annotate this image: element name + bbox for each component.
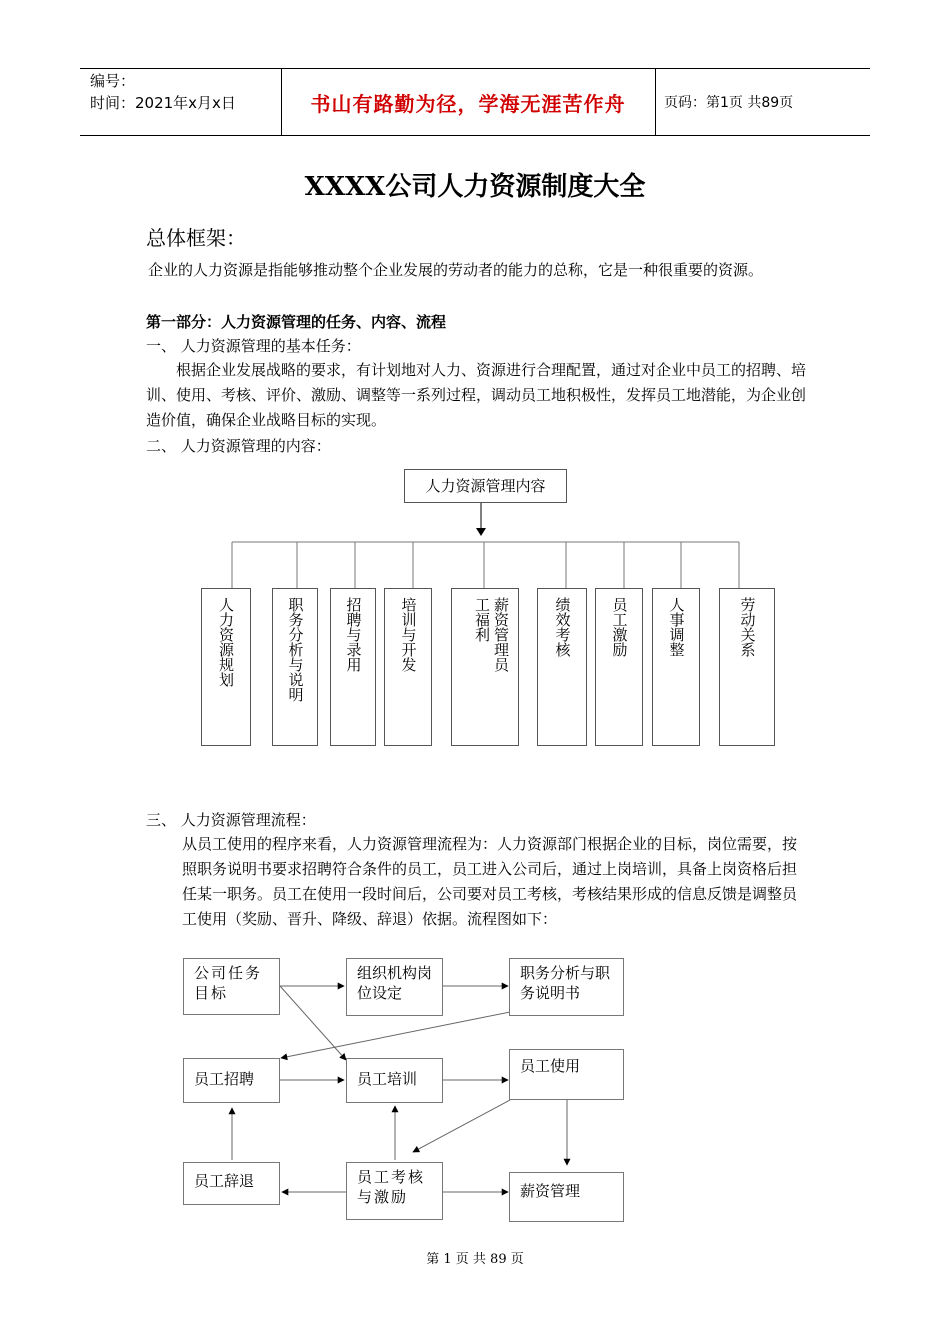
- page-footer: 第 1 页 共 89 页: [426, 1252, 524, 1267]
- item1-heading: 一、 人力资源管理的基本任务：: [146, 337, 361, 355]
- content-box-recruitment-label: 招聘与录用: [344, 597, 363, 672]
- flow-box-salary: 薪资管理: [509, 1172, 624, 1222]
- content-box-job-analysis-label: 职务分析与说明: [286, 597, 305, 702]
- section-heading: 总体框架：: [146, 226, 246, 250]
- item3-heading: 三、 人力资源管理流程：: [146, 811, 316, 829]
- item1-body: 根据企业发展战略的要求，有计划地对人力、资源进行合理配置，通过对企业中员工的招聘、培训、使用、考核、评价、激励、调整等一系列过程，调动员工地积极性，发挥员工地潜能，为企业创造价值，确保企业战略目标的实现。: [146, 361, 807, 429]
- content-root-label: 人力资源管理内容: [425, 477, 546, 495]
- flow-box-org-structure: 组织机构岗位设定: [346, 958, 443, 1016]
- flow-box-recruit: 员工招聘: [183, 1058, 280, 1103]
- content-box-salary-welfare-label: 薪资管理员工福利: [473, 597, 510, 672]
- item3-body: 从员工使用的程序来看，人力资源管理流程为：人力资源部门根据企业的目标，岗位需要，按照职务说明书要求招聘符合条件的员工，员工进入公司后，通过上岗培训，具备上岗资格后担任某一职务。员工在使用一段时间后，公司要对员工考核，考核结果形成的信息反馈是调整员工使用（奖励、晋升、降级、辞退）依据。流程图如下：: [182, 835, 798, 928]
- item2-heading: 二、 人力资源管理的内容：: [146, 437, 331, 455]
- content-box-hr-planning-label: 人力资源规划: [217, 597, 235, 687]
- document-title: XXXX公司人力资源制度大全: [304, 172, 646, 202]
- flow-box-training: 员工培训: [346, 1058, 443, 1103]
- content-box-performance-label: 绩效考核: [553, 597, 572, 657]
- content-box-personnel-adjust-label: 人事调整: [667, 597, 686, 657]
- header-motto: 书山有路勤为径，学海无涯苦作舟: [310, 92, 626, 116]
- flow-box-dismiss: 员工辞退: [183, 1162, 280, 1205]
- content-box-training-label: 培训与开发: [399, 597, 418, 672]
- content-box-labor-relations-label: 劳动关系: [738, 597, 757, 657]
- flow-box-appraisal: 员工考核与激励: [346, 1162, 443, 1220]
- content-box-incentive-label: 员工激励: [610, 597, 629, 657]
- intro-text: 企业的人力资源是指能够推动整个企业发展的劳动者的能力的总称，它是一种很重要的资源。: [148, 261, 764, 279]
- header-number: 编号：: [90, 72, 136, 90]
- header-page-info: 页码：第1页 共89页: [664, 95, 794, 111]
- flow-box-company-goal: 公司任务目标: [183, 958, 280, 1015]
- flow-box-use: 员工使用: [509, 1049, 624, 1100]
- header-time: 时间：2021年x月x日: [90, 94, 236, 112]
- flow-box-job-analysis: 职务分析与职务说明书: [509, 958, 624, 1016]
- part1-heading: 第一部分：人力资源管理的任务、内容、流程: [146, 313, 447, 331]
